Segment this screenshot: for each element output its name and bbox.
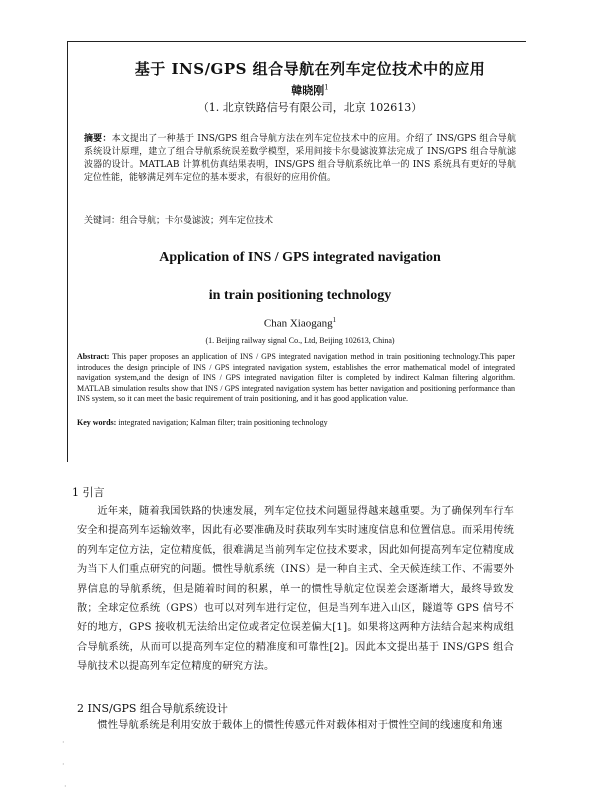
english-abstract bbox=[77, 352, 515, 405]
chinese-title: 基于 INS/GPS 组合导航在列车定位技术中的应用 bbox=[134, 60, 486, 78]
english-abstract-text: This paper proposes an application of INS / GPS integrated navigation method in train positioning technology.This paper introduces the design principle of INS / GPS integrated navigation system, establishes the error mathematical model of integrated navigation system,and the design of INS / GPS integrated navigation filter is completed by indirect Kalman filtering algorithm. MATLAB simulation results show that INS / GPS integrated navigation system has better navigation and positioning performance than INS system, so it can meet the basic requirement of train positioning, and it has good application value. bbox=[77, 352, 515, 404]
section-heading-system-design: 2 INS/GPS 组合导航系统设计 bbox=[77, 702, 228, 715]
english-affiliation: (1. Beijing railway signal Co., Ltd, Beijing 102613, China) bbox=[205, 336, 395, 345]
chinese-keywords-label: 关键词： bbox=[84, 216, 121, 226]
english-title-line2: in train positioning technology bbox=[208, 288, 392, 303]
chinese-keywords-text: 组合导航；卡尔曼滤波；列车定位技术 bbox=[120, 216, 274, 226]
chinese-abstract-label: 摘要： bbox=[84, 134, 112, 144]
english-keywords-text: integrated navigation; Kalman filter; train positioning technology bbox=[118, 418, 328, 427]
english-title-line1: Application of INS / GPS integrated navigation bbox=[159, 250, 441, 265]
margin-speck: · bbox=[64, 782, 67, 791]
english-author: Chan Xiaogang$^1$ bbox=[263, 316, 337, 330]
english-abstract-label: Abstract: bbox=[77, 352, 110, 361]
introduction-body bbox=[77, 502, 514, 677]
english-keywords-label: Key words: bbox=[77, 418, 117, 427]
system-design-body bbox=[77, 716, 514, 735]
chinese-abstract bbox=[84, 133, 516, 185]
chinese-affiliation: （1. 北京铁路信号有限公司，北京 102613） bbox=[197, 101, 423, 114]
chinese-keywords bbox=[84, 213, 514, 226]
chinese-author: 韓晓刚$^1$ bbox=[291, 83, 329, 97]
section-heading-introduction: 1 引言 bbox=[72, 486, 105, 499]
margin-speck: · bbox=[62, 760, 65, 769]
system-design-paragraph: 惯性导航系统是利用安放于载体上的惯性传感元件对载体相对于惯性空间的线速度和角速 bbox=[97, 720, 503, 731]
introduction-paragraph: 近年来，随着我国铁路的快速发展，列车定位技术问题显得越来越重要。为了确保列车行车安全和提高列车运输效率，因此有必要准确及时获取列车实时速度信息和位置信息。而采用传统的列车定位方法，定位精度低，很难满足当前列车定位技术要求，因此如何提高列车定位精度成为当下人们重点研究的问题。惯性导航系统（INS）是一种自主式、全天候连续工作、不需要外界信息的导航系统，但是随着时间的积累，单一的惯性导航定位误差会逐渐增大，最终导致发散；全球定位系统（GPS）也可以对列车进行定位，但是当列车进入山区，隧道等 GPS 信号不好的地方，GPS 接收机无法给出定位或者定位误差偏大[1]。如果将这两种方法结合起来构成组合导航系统，从而可以提高列车定位的精准度和可靠性[2]。因此本文提出基于 INS/GPS 组合导航技术以提高列车定位精度的研究方法。 bbox=[77, 506, 514, 673]
margin-speck: · bbox=[62, 738, 65, 747]
english-keywords bbox=[77, 418, 515, 427]
chinese-abstract-text: 本文提出了一种基于 INS/GPS 组合导航方法在列车定位技术中的应用。介绍了 INS/GPS 组合导航系统设计原理，建立了组合导航系统误差数学模型，采用间接卡尔曼滤波算法完成了 INS/GPS 组合导航滤波器的设计。MATLAB 计算机仿真结果表明，INS/GPS 组合导航系统比单一的 INS 系统具有更好的导航定位性能，能够满足列车定位的基本要求，有很好的应用价值。 bbox=[84, 134, 516, 183]
